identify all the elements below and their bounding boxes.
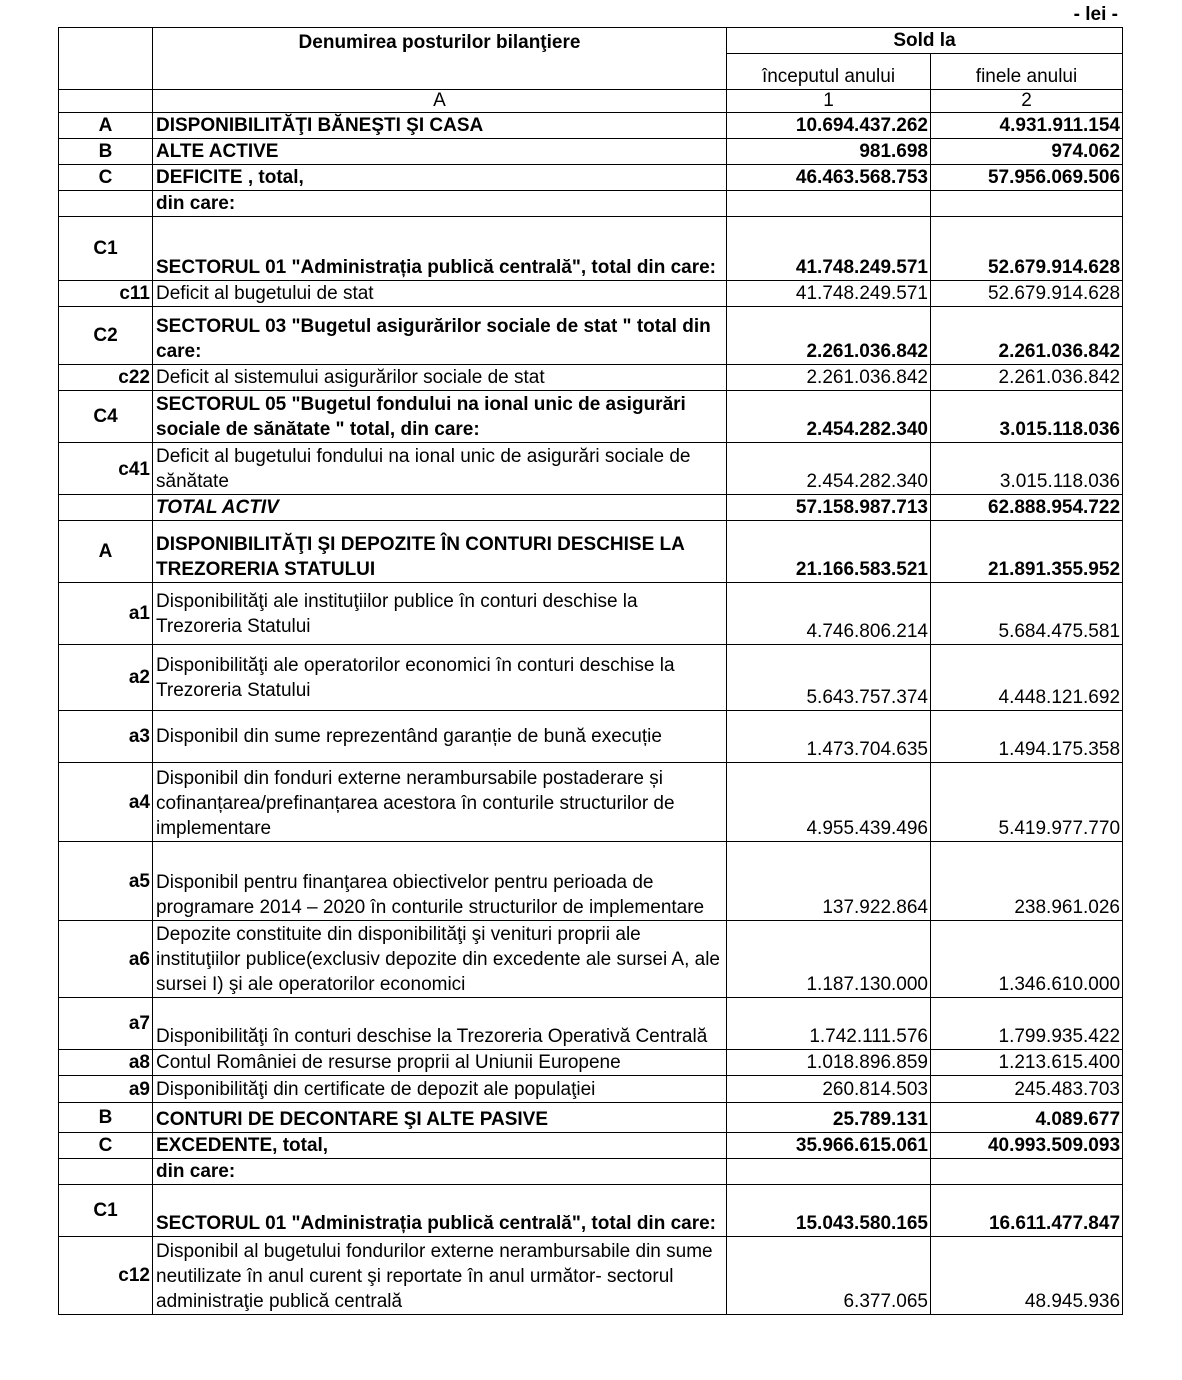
- row-code: C1: [59, 1185, 153, 1237]
- table-row: [59, 365, 1123, 391]
- table-row: [59, 1103, 1123, 1133]
- row-end-value: 245.483.703: [931, 1076, 1123, 1103]
- row-end-value: 1.346.610.000: [931, 921, 1123, 998]
- header-col-a: A: [153, 90, 727, 113]
- table-row: [59, 521, 1123, 583]
- table-row: [59, 998, 1123, 1050]
- row-label: Deficit al bugetului de stat: [153, 281, 727, 307]
- row-code: a3: [59, 711, 153, 763]
- row-label: Disponibil din sume reprezentând garanție de bună execuție: [153, 711, 727, 763]
- row-start-value: 25.789.131: [727, 1103, 931, 1133]
- row-start-value: 1.742.111.576: [727, 998, 931, 1050]
- header-col-1: 1: [727, 90, 931, 113]
- row-code: B: [59, 1103, 153, 1133]
- row-end-value: [931, 191, 1123, 217]
- row-code: B: [59, 139, 153, 165]
- row-code: a4: [59, 763, 153, 842]
- row-start-value: 6.377.065: [727, 1237, 931, 1315]
- row-end-value: 5.419.977.770: [931, 763, 1123, 842]
- table-row: [59, 1076, 1123, 1103]
- row-label: Contul României de resurse proprii al Uniunii Europene: [153, 1050, 727, 1076]
- row-label: DISPONIBILITĂŢI ŞI DEPOZITE ÎN CONTURI DESCHISE LA TREZORERIA STATULUI: [153, 521, 727, 583]
- table-row: [59, 583, 1123, 645]
- row-label: din care:: [153, 191, 727, 217]
- header-end-year: finele anului: [931, 54, 1123, 90]
- header-start-year: începutul anului: [727, 54, 931, 90]
- table-row: [59, 443, 1123, 495]
- row-label: Disponibil din fonduri externe nerambursabile postaderare și cofinanțarea/prefinanțarea acestora în conturile structurilor de implementare: [153, 763, 727, 842]
- header-code-cell: [59, 28, 153, 90]
- row-code: C: [59, 1133, 153, 1159]
- header-name: Denumirea posturilor bilanţiere: [153, 28, 727, 90]
- table-row: [59, 165, 1123, 191]
- table-row: [59, 307, 1123, 365]
- row-label: SECTORUL 01 "Administrația publică centrală", total din care:: [153, 1185, 727, 1237]
- row-label: SECTORUL 01 "Administrația publică centrală", total din care:: [153, 217, 727, 281]
- row-start-value: 4.955.439.496: [727, 763, 931, 842]
- row-start-value: 10.694.437.262: [727, 113, 931, 139]
- row-start-value: 46.463.568.753: [727, 165, 931, 191]
- table-row: [59, 711, 1123, 763]
- balance-sheet-table: [58, 27, 1123, 1315]
- row-end-value: 62.888.954.722: [931, 495, 1123, 521]
- row-label: DEFICITE , total,: [153, 165, 727, 191]
- row-start-value: 57.158.987.713: [727, 495, 931, 521]
- row-code: a6: [59, 921, 153, 998]
- row-code: A: [59, 521, 153, 583]
- row-start-value: 21.166.583.521: [727, 521, 931, 583]
- row-label: Disponibilităţi din certificate de depozit ale populaţiei: [153, 1076, 727, 1103]
- row-code: a1: [59, 583, 153, 645]
- row-code: C2: [59, 307, 153, 365]
- row-code: C: [59, 165, 153, 191]
- row-code: a2: [59, 645, 153, 711]
- row-start-value: 1.473.704.635: [727, 711, 931, 763]
- row-label: DISPONIBILITĂŢI BĂNEŞTI ŞI CASA: [153, 113, 727, 139]
- table-row: [59, 1237, 1123, 1315]
- row-label: Deficit al bugetului fondului na ional unic de asigurări sociale de sănătate: [153, 443, 727, 495]
- row-end-value: 52.679.914.628: [931, 217, 1123, 281]
- row-end-value: 21.891.355.952: [931, 521, 1123, 583]
- row-end-value: 3.015.118.036: [931, 391, 1123, 443]
- row-label: SECTORUL 03 "Bugetul asigurărilor sociale de stat " total din care:: [153, 307, 727, 365]
- row-start-value: 5.643.757.374: [727, 645, 931, 711]
- row-start-value: 35.966.615.061: [727, 1133, 931, 1159]
- header-sold: Sold la: [727, 28, 1123, 54]
- row-end-value: 4.089.677: [931, 1103, 1123, 1133]
- row-end-value: 5.684.475.581: [931, 583, 1123, 645]
- table-row: [59, 1185, 1123, 1237]
- row-end-value: 4.931.911.154: [931, 113, 1123, 139]
- row-start-value: 41.748.249.571: [727, 217, 931, 281]
- row-label: Disponibilităţi ale operatorilor economici în conturi deschise la Trezoreria Statului: [153, 645, 727, 711]
- row-label: CONTURI DE DECONTARE ŞI ALTE PASIVE: [153, 1103, 727, 1133]
- row-start-value: 1.187.130.000: [727, 921, 931, 998]
- row-code: a7: [59, 998, 153, 1050]
- row-end-value: 16.611.477.847: [931, 1185, 1123, 1237]
- table-row: [59, 763, 1123, 842]
- row-start-value: [727, 191, 931, 217]
- row-code: C4: [59, 391, 153, 443]
- row-code: a5: [59, 842, 153, 921]
- table-row: [59, 281, 1123, 307]
- row-label: Disponibilităţi în conturi deschise la Trezoreria Operativă Centrală: [153, 998, 727, 1050]
- row-label: ALTE ACTIVE: [153, 139, 727, 165]
- table-row: [59, 1133, 1123, 1159]
- row-code: c41: [59, 443, 153, 495]
- row-start-value: 15.043.580.165: [727, 1185, 931, 1237]
- row-label: Disponibilităţi ale instituţiilor publice în conturi deschise la Trezoreria Statului: [153, 583, 727, 645]
- table-row: [59, 1050, 1123, 1076]
- row-end-value: 48.945.936: [931, 1237, 1123, 1315]
- table-row: [59, 842, 1123, 921]
- row-start-value: 137.922.864: [727, 842, 931, 921]
- row-start-value: 2.454.282.340: [727, 443, 931, 495]
- table-row: [59, 921, 1123, 998]
- row-start-value: 1.018.896.859: [727, 1050, 931, 1076]
- row-code: [59, 495, 153, 521]
- table-row: [59, 1159, 1123, 1185]
- row-start-value: 260.814.503: [727, 1076, 931, 1103]
- row-end-value: 1.213.615.400: [931, 1050, 1123, 1076]
- row-code: [59, 191, 153, 217]
- row-label: Disponibil al bugetului fondurilor externe nerambursabile din sume neutilizate în anul curent şi reportate în anul următor- sectorul administraţie publică centrală: [153, 1237, 727, 1315]
- row-code: c11: [59, 281, 153, 307]
- row-start-value: 981.698: [727, 139, 931, 165]
- row-label: din care:: [153, 1159, 727, 1185]
- row-end-value: 3.015.118.036: [931, 443, 1123, 495]
- row-end-value: 2.261.036.842: [931, 365, 1123, 391]
- row-start-value: 2.261.036.842: [727, 365, 931, 391]
- row-label: SECTORUL 05 "Bugetul fondului na ional unic de asigurări sociale de sănătate " total, din care:: [153, 391, 727, 443]
- row-end-value: 974.062: [931, 139, 1123, 165]
- row-end-value: 40.993.509.093: [931, 1133, 1123, 1159]
- row-code: A: [59, 113, 153, 139]
- row-end-value: 57.956.069.506: [931, 165, 1123, 191]
- row-end-value: 4.448.121.692: [931, 645, 1123, 711]
- row-start-value: 2.454.282.340: [727, 391, 931, 443]
- row-label: Depozite constituite din disponibilităţi şi venituri proprii ale instituţiilor publice(exclusiv depozite din excedente ale sursei A, ale sursei I) şi ale operatorilor economici: [153, 921, 727, 998]
- table-row: [59, 217, 1123, 281]
- row-label: Deficit al sistemului asigurărilor sociale de stat: [153, 365, 727, 391]
- row-start-value: [727, 1159, 931, 1185]
- row-end-value: [931, 1159, 1123, 1185]
- header-col-2: 2: [931, 90, 1123, 113]
- table-row: [59, 391, 1123, 443]
- row-end-value: 1.494.175.358: [931, 711, 1123, 763]
- row-start-value: 2.261.036.842: [727, 307, 931, 365]
- row-start-value: 4.746.806.214: [727, 583, 931, 645]
- row-end-value: 1.799.935.422: [931, 998, 1123, 1050]
- row-code: c22: [59, 365, 153, 391]
- header-col-index: [59, 90, 153, 113]
- table-row: [59, 139, 1123, 165]
- row-label: TOTAL ACTIV: [153, 495, 727, 521]
- currency-unit: - lei -: [1073, 4, 1118, 25]
- table-row: [59, 495, 1123, 521]
- row-label: Disponibil pentru finanţarea obiectivelor pentru perioada de programare 2014 – 2020 în conturile structurilor de implementare: [153, 842, 727, 921]
- row-label: EXCEDENTE, total,: [153, 1133, 727, 1159]
- row-code: C1: [59, 217, 153, 281]
- row-code: [59, 1159, 153, 1185]
- table-row: [59, 191, 1123, 217]
- row-code: a9: [59, 1076, 153, 1103]
- row-start-value: 41.748.249.571: [727, 281, 931, 307]
- table-row: [59, 645, 1123, 711]
- row-end-value: 52.679.914.628: [931, 281, 1123, 307]
- table-row: [59, 113, 1123, 139]
- row-end-value: 238.961.026: [931, 842, 1123, 921]
- row-code: c12: [59, 1237, 153, 1315]
- row-end-value: 2.261.036.842: [931, 307, 1123, 365]
- row-code: a8: [59, 1050, 153, 1076]
